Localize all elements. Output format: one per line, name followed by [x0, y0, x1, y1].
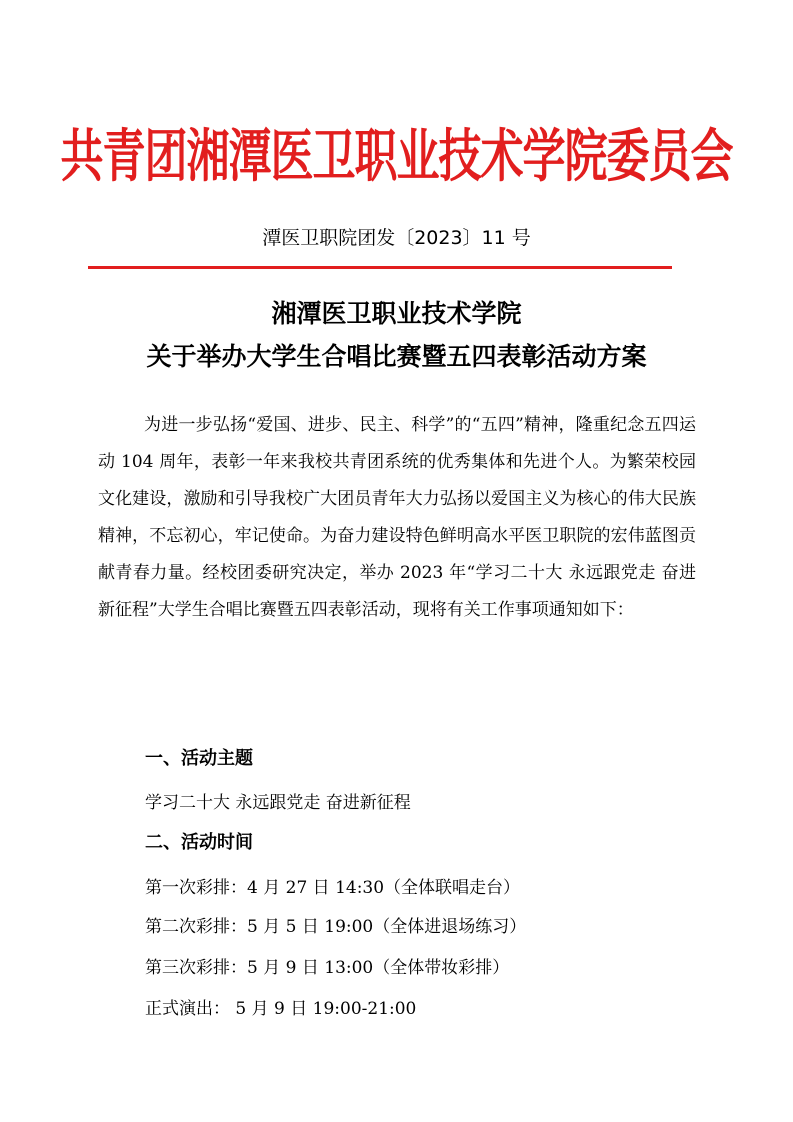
title-line-2: 关于举办大学生合唱比赛暨五四表彰活动方案 [146, 342, 647, 371]
section-1-text: 学习二十大 永远跟党走 奋进新征程 [145, 793, 411, 813]
schedule-item: 正式演出： 5 月 9 日 19:00-21:00 [145, 999, 417, 1019]
section-1-heading: 一、活动主题 [145, 748, 253, 769]
title-line-1: 湘潭医卫职业技术学院 [271, 299, 522, 328]
schedule-item: 第二次彩排：5 月 5 日 19:00（全体进退场练习） [145, 917, 527, 937]
org-masthead: 共青团湘潭医卫职业技术学院委员会 [60, 123, 733, 190]
document-number: 潭医卫职院团发〔2023〕11 号 [262, 227, 531, 249]
schedule-item: 第一次彩排：4 月 27 日 14:30（全体联唱走台） [145, 878, 521, 898]
section-2-heading: 二、活动时间 [145, 832, 253, 853]
schedule-item: 第三次彩排：5 月 9 日 13:00（全体带妆彩排） [145, 958, 510, 978]
red-divider [88, 266, 672, 269]
intro-paragraph: 为进一步弘扬“爱国、进步、民主、科学”的“五四”精神，隆重纪念五四运动 104 周年，表彰一年来我校共青团系统的优秀集体和先进个人。为繁荣校园文化建设，激励和引导我校广大团员青年大力弘扬以爱国主义为核心的伟大民族精神，不忘初心，牢记使命。为奋力建设特色鲜明高水平医卫职院的宏伟蓝图贡献青春力量。经校团委研究决定，举办 2023 年“学习二十大 永远跟党走 奋进新征程”大学生合唱比赛暨五四表彰活动，现将有关工作事项通知如下： [98, 415, 696, 620]
